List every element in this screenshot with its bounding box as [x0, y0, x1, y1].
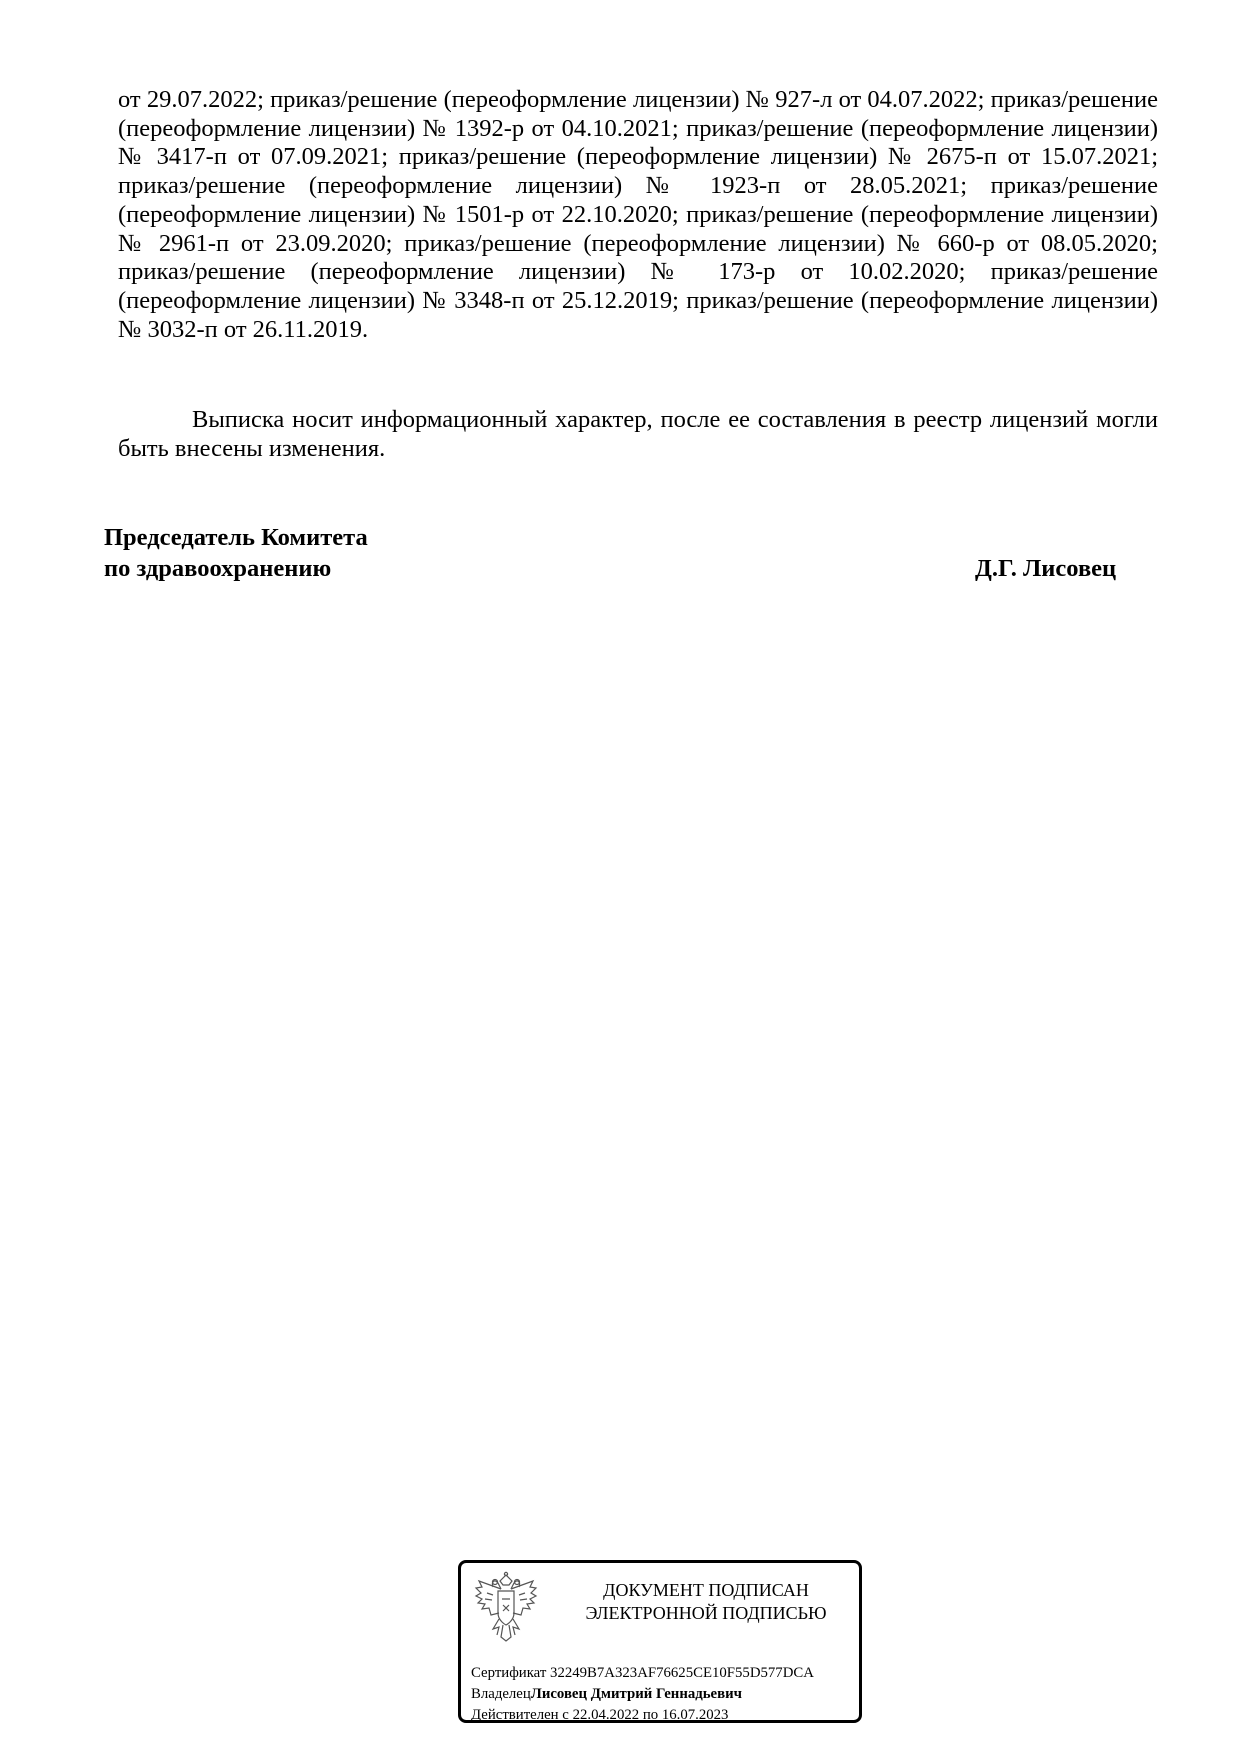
signer-position-line2: по здравоохранению: [104, 555, 332, 582]
stamp-heading-line2: ЭЛЕКТРОННОЙ ПОДПИСЬЮ: [585, 1603, 827, 1623]
certificate-value: 32249B7A323AF76625CE10F55D577DCA: [550, 1665, 814, 1681]
owner-label: Владелец: [471, 1686, 531, 1702]
stamp-heading-line1: ДОКУМЕНТ ПОДПИСАН: [603, 1580, 809, 1600]
license-orders-paragraph: от 29.07.2022; приказ/решение (переоформление лицензии) № 927-л от 04.07.2022; приказ/решение (переоформление лицензии) № 1392-р от 04.10.2021; приказ/решение (переоформление лицензии) № 3417-п от 07.09.2021; приказ/решение (переоформление лицензии) № 2675-п от 15.07.2021; приказ/решение (переоформление лицензии) № 1923-п от 28.05.2021; приказ/решение (переоформление лицензии) № 1501-р от 22.10.2020; приказ/решение (переоформление лицензии) № 2961-п от 23.09.2020; приказ/решение (переоформление лицензии) № 660-р от 08.05.2020; приказ/решение (переоформление лицензии) № 173-р от 10.02.2020; приказ/решение (переоформление лицензии) № 3348-п от 25.12.2019; приказ/решение (переоформление лицензии) № 3032-п от 26.11.2019.: [118, 86, 1158, 343]
signer-name: Д.Г. Лисовец: [975, 555, 1117, 582]
validity-line: Действителен с 22.04.2022 по 16.07.2023: [471, 1707, 729, 1723]
owner-line: [471, 1684, 861, 1705]
signer-position: [104, 522, 368, 584]
stamp-heading: [561, 1579, 851, 1625]
disclaimer-paragraph: Выписка носит информационный характер, после ее составления в реестр лицензий могли быть внесены изменения.: [118, 406, 1158, 462]
certificate-label: Сертификат: [471, 1665, 547, 1681]
stamp-details: [471, 1663, 861, 1726]
owner-value: Лисовец Дмитрий Геннадьевич: [530, 1686, 742, 1702]
electronic-signature-stamp: [458, 1560, 862, 1723]
signer-position-line1: Председатель Комитета: [104, 524, 368, 551]
certificate-line: [471, 1663, 861, 1684]
russian-coat-of-arms-icon: [473, 1571, 539, 1645]
